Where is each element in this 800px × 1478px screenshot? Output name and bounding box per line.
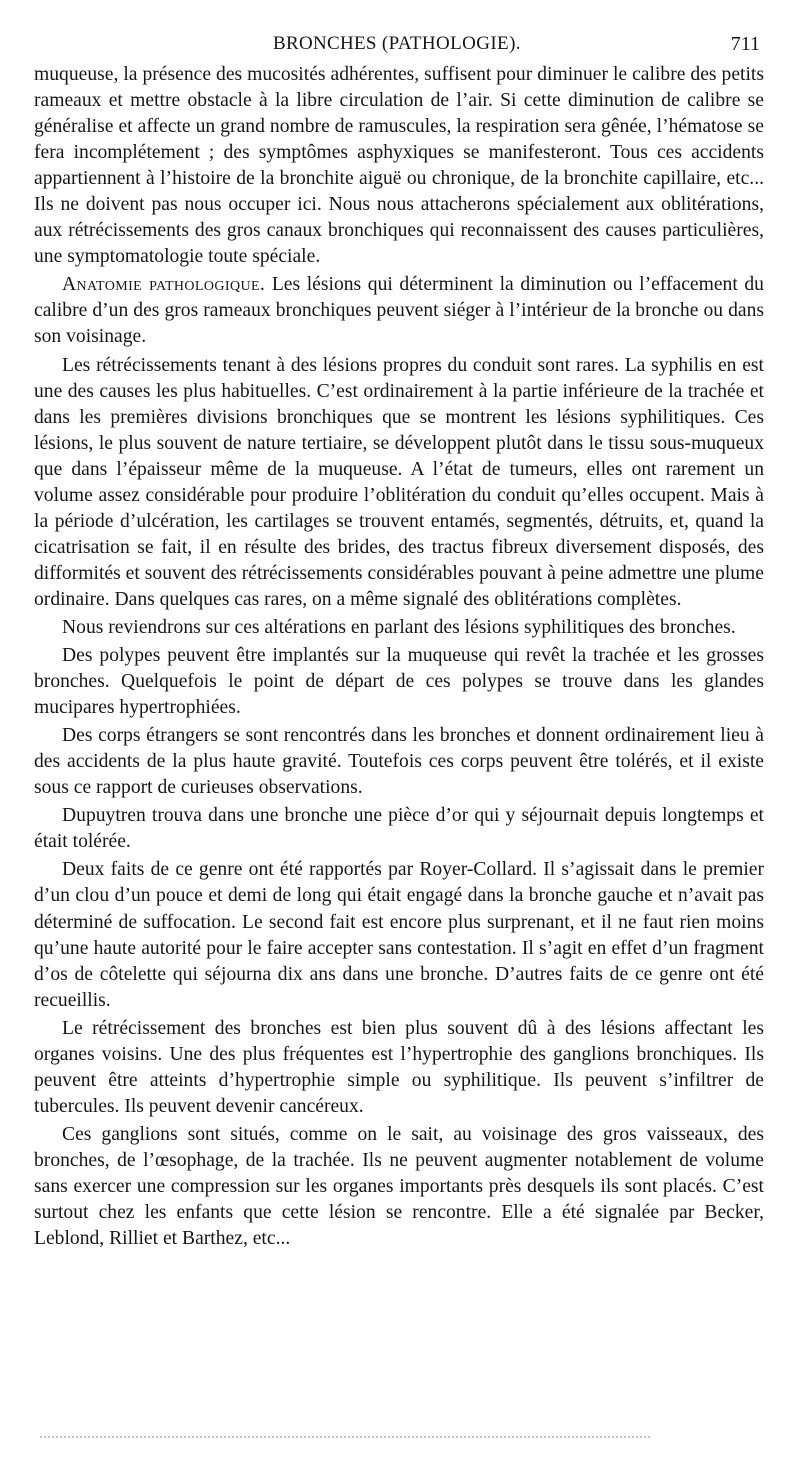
paragraph-4: Nous reviendrons sur ces altérations en parlant des lésions syphilitiques des bronches. [62, 616, 736, 638]
section-heading: Anatomie pathologique. [62, 274, 266, 296]
paragraph-8: Deux faits de ce genre ont été rapportés par Royer-Collard. Il s’agissait dans le premier d’un clou d’un pouce et demi de long qui était engagé dans la bronche gauche et n’avait pas déterminé de suffocation. Le second fait est encore plus surprenant, et il ne faut rien moins qu’une haute autorité pour le faire accepter sans contestation. Il s’agit en effet d’un fragment d’os de côtelette qui séjourna dix ans dans une bronche. D’autres faits de ce genre ont été recueillis. [34, 859, 764, 1011]
bottom-rule [40, 1436, 650, 1438]
paragraph-7: Dupuytren trouva dans une bronche une pièce d’or qui y séjournait depuis longtemps et était tolérée. [34, 805, 764, 853]
page-number: 711 [730, 33, 760, 55]
header-subtitle-wrap: (PATHOLOGIE). [381, 33, 521, 54]
header-subtitle: PATHOLOGIE [388, 33, 510, 54]
paragraph-1: muqueuse, la présence des mucosités adhérentes, suffisent pour diminuer le calibre des petits rameaux et mettre obstacle à la libre circulation de l’air. Si cette diminution de calibre se généralise et affecte un grand nombre de ramuscules, la respiration sera gênée, l’hématose se fera incomplétement ; des symptômes asphyxiques se manifesteront. Tous ces accidents appartiennent à l’histoire de la bronchite aiguë ou chronique, de la bronchite capillaire, etc... Ils ne doivent pas nous occuper ici. Nous nous attacherons spécialement aux oblitérations, aux rétrécissements des gros canaux bronchiques qui reconnaissent des causes particulières, une symptomatologie toute spéciale. [34, 64, 764, 268]
paragraph-9: Le rétrécissement des bronches est bien plus souvent dû à des lésions affectant les organes voisins. Une des plus fréquentes est l’hypertrophie des ganglions bronchiques. Ils peuvent être atteints d’hypertrophie simple ou syphilitique. Ils peuvent s’infiltrer de tubercules. Ils peuvent devenir cancéreux. [34, 1017, 764, 1117]
body-text [34, 62, 764, 1254]
paragraph-6: Des corps étrangers se sont rencontrés dans les bronches et donnent ordinairement lieu à des accidents de la plus haute gravité. Toutefois ces corps peuvent être tolérés, et il existe sous ce rapport de curieuses observations. [34, 725, 764, 799]
paragraph-3: Les rétrécissements tenant à des lésions propres du conduit sont rares. La syphilis en est une des causes les plus habituelles. C’est ordinairement à la partie inférieure de la trachée et dans les premières divisions bronchiques que se montrent les lésions syphilitiques. Ces lésions, le plus souvent de nature tertiaire, se développent plutôt dans le tissu sous-muqueux que dans l’épaisseur même de la muqueuse. A l’état de tumeurs, elles ont rarement un volume assez considérable pour produire l’oblitération du conduit qu’elles occupent. Mais à la période d’ulcération, les cartilages se trouvent entamés, segmentés, détruits, et, quand la cicatrisation se fait, il en résulte des brides, des tractus fibreux diversement disposés, des difformités et souvent des rétrécissements considérables pouvant à peine admettre une plume ordinaire. Dans quelques cas rares, on a même signalé des oblitérations complètes. [34, 354, 764, 610]
paragraph-anatomie [34, 272, 764, 350]
running-head [34, 30, 760, 58]
section-text: Les lésions qui déterminent la diminution ou l’effacement du calibre d’un des gros rameaux bronchiques peuvent siéger à l’intérieur de la bronche ou dans son voisinage. [34, 274, 764, 348]
paragraph-5: Des polypes peuvent être implantés sur la muqueuse qui revêt la trachée et les grosses bronches. Quelquefois le point de départ de ces polypes se trouve dans les glandes mucipares hypertrophiées. [34, 645, 764, 719]
running-title [34, 30, 760, 58]
header-title: BRONCHES [273, 33, 377, 54]
paragraph-10: Ces ganglions sont situés, comme on le sait, au voisinage des gros vaisseaux, des bronches, de l’œsophage, de la trachée. Ils ne peuvent augmenter notablement de volume sans exercer une compression sur les organes importants près desquels ils sont placés. C’est surtout chez les enfants que cette lésion se rencontre. Elle a été signalée par Becker, Leblond, Rilliet et Barthez, etc... [34, 1123, 764, 1250]
